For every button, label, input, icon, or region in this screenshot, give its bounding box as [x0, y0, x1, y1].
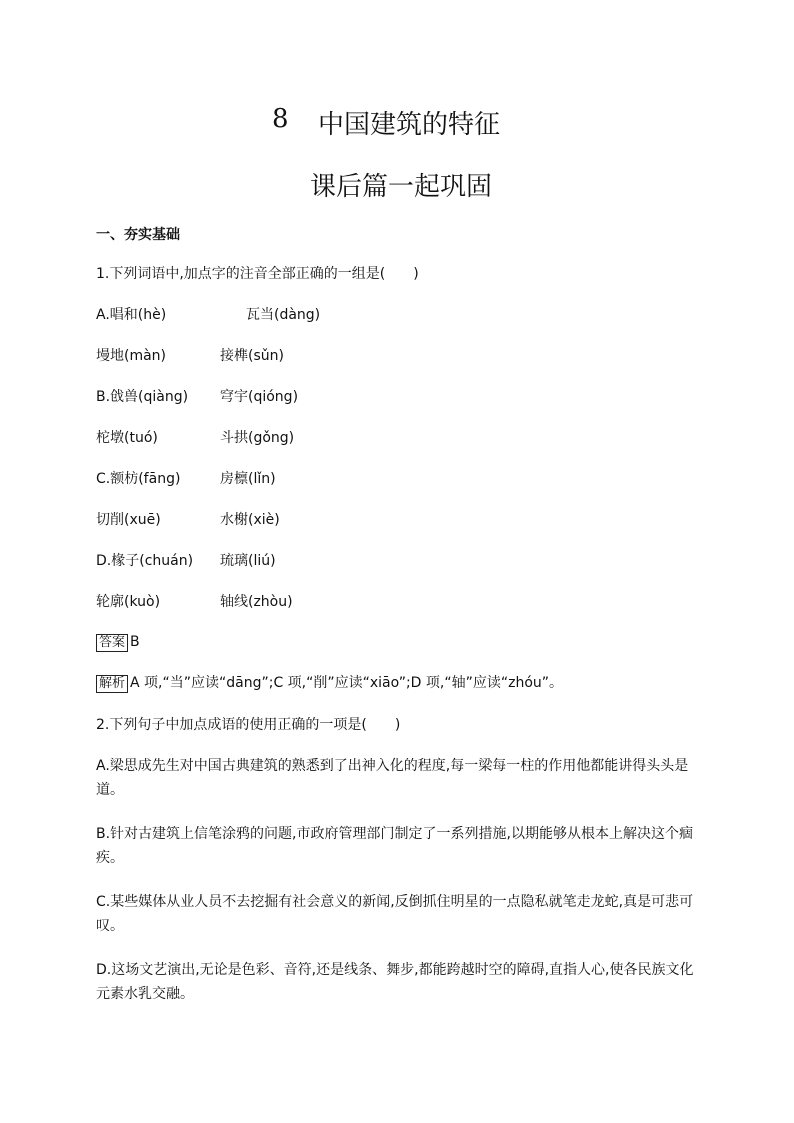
question-2-option-a: A.梁思成先生对中国古典建筑的熟悉到了出神入化的程度,每一梁每一柱的作用他都能讲得头头是道。 [96, 758, 689, 798]
option-text: 瓦当(dàng) [246, 307, 321, 323]
question-2-option-d: D.这场文艺演出,无论是色彩、音符,还是线条、舞步,都能跨越时空的障碍,直指人心,使各民族文化元素水乳交融。 [96, 962, 694, 1002]
question-1-stem: 1.下列词语中,加点字的注音全部正确的一组是( ) [96, 266, 419, 282]
option-text: 柁墩(tuó) [96, 430, 158, 446]
lesson-number: 8 [272, 104, 289, 134]
section-heading: 一、夯实基础 [96, 227, 180, 243]
option-text: 琉璃(liú) [220, 553, 276, 569]
analysis-tag: 解析 [96, 675, 128, 693]
option-text: 墁地(màn) [96, 348, 167, 364]
question-2-option-b: B.针对古建筑上信笔涂鸦的问题,市政府管理部门制定了一系列措施,以期能够从根本上解决这个痼疾。 [96, 826, 693, 866]
analysis-text: A 项,“当”应读“dāng”;C 项,“削”应读“xiāo”;D 项,“轴”应读“zhóu”。 [130, 675, 564, 691]
option-text: B.戗兽(qiàng) [96, 389, 189, 405]
answer-line [96, 632, 140, 652]
page-title: 中国建筑的特征 [318, 110, 501, 140]
answer-value: B [130, 634, 140, 650]
option-text: 房檩(lǐn) [220, 471, 276, 487]
option-text: A.唱和(hè) [96, 307, 167, 323]
question-2-option-c: C.某些媒体从业人员不去挖掘有社会意义的新闻,反倒抓住明星的一点隐私就笔走龙蛇,真是可悲可叹。 [96, 894, 694, 934]
option-text: 轴线(zhòu) [220, 594, 293, 610]
page-subtitle: 课后篇一起巩固 [310, 172, 493, 202]
analysis-line [96, 673, 563, 693]
option-text: 斗拱(gǒng) [220, 430, 295, 446]
option-text: 穹宇(qióng) [220, 389, 299, 405]
option-text: 轮廓(kuò) [96, 594, 161, 610]
option-text: 水榭(xiè) [220, 512, 280, 528]
answer-tag: 答案 [96, 634, 128, 652]
option-text: D.椽子(chuán) [96, 553, 194, 569]
question-2-stem: 2.下列句子中加点成语的使用正确的一项是( ) [96, 717, 401, 733]
option-text: C.额枋(fāng) [96, 471, 181, 487]
option-text: 接榫(sǔn) [220, 348, 284, 364]
option-text: 切削(xuē) [96, 512, 161, 528]
